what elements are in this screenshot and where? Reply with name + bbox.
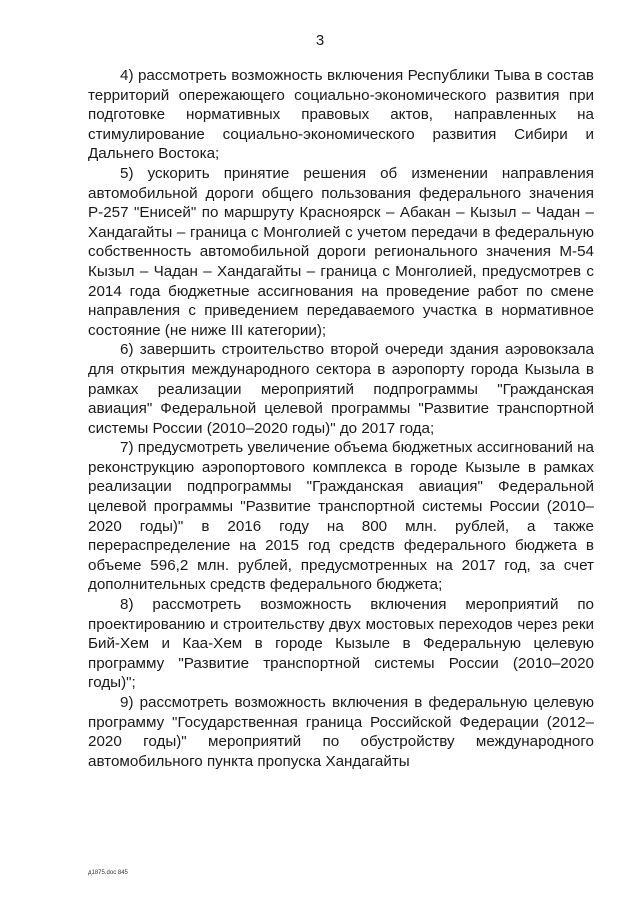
paragraph-item-7: 7) предусмотреть увеличение объема бюджетных ассигнований на реконструкцию аэропортового комплекса в городе Кызыле в рамках реализации подпрограммы "Гражданская авиация" Федеральной целевой программы "Развитие транспортной системы России (2010–2020 годы)" в 2016 году на 800 млн. рублей, а также перераспределение на 2015 год средств федерального бюджета в объеме 596,2 млн. рублей, предусмотренных на 2017 год, за счет дополнительных средств федерального бюджета; [88, 439, 594, 594]
paragraph-item-4: 4) рассмотреть возможность включения Республики Тыва в состав территорий опережающего социально-экономического развития при подготовке нормативных правовых актов, направленных на стимулирование социально-экономического развития Сибири и Дальнего Востока; [88, 67, 594, 163]
page-number: 3 [315, 32, 325, 49]
paragraph-item-9: 9) рассмотреть возможность включения в федеральную целевую программу "Государственная граница Российской Федерации (2012–2020 годы)" мероприятий по обустройству международного автомобильного пункта пропуска Хандагайты [88, 694, 594, 770]
document-body [88, 66, 594, 771]
paragraph-item-6: 6) завершить строительство второй очереди здания аэровокзала для открытия международного сектора в аэропорту города Кызыла в рамках реализации мероприятий подпрограммы "Гражданская авиация" Федеральной целевой программы "Развитие транспортной системы России (2010–2020 годы)" до 2017 года; [88, 341, 594, 437]
paragraph-item-8: 8) рассмотреть возможность включения мероприятий по проектированию и строительству двух мостовых переходов через реки Бий-Хем и Каа-Хем в городе Кызыле в Федеральную целевую программу "Развитие транспортной системы России (2010–2020 годы)"; [88, 596, 594, 692]
paragraph-item-5: 5) ускорить принятие решения об изменении направления автомобильной дороги общего пользования федерального значения Р-257 "Енисей" по маршруту Красноярск – Абакан – Кызыл – Чадан – Хандагайты – граница с Монголией с учетом передачи в федеральную собственность автомобильной дороги регионального значения М-54 Кызыл – Чадан – Хандагайты – граница с Монголией, предусмотрев с 2014 года бюджетные ассигнования на проведение работ по смене направления с приведением передаваемого участка в нормативное состояние (не ниже III категории); [88, 164, 594, 339]
file-footer: д1875.doc 845 [88, 870, 128, 876]
